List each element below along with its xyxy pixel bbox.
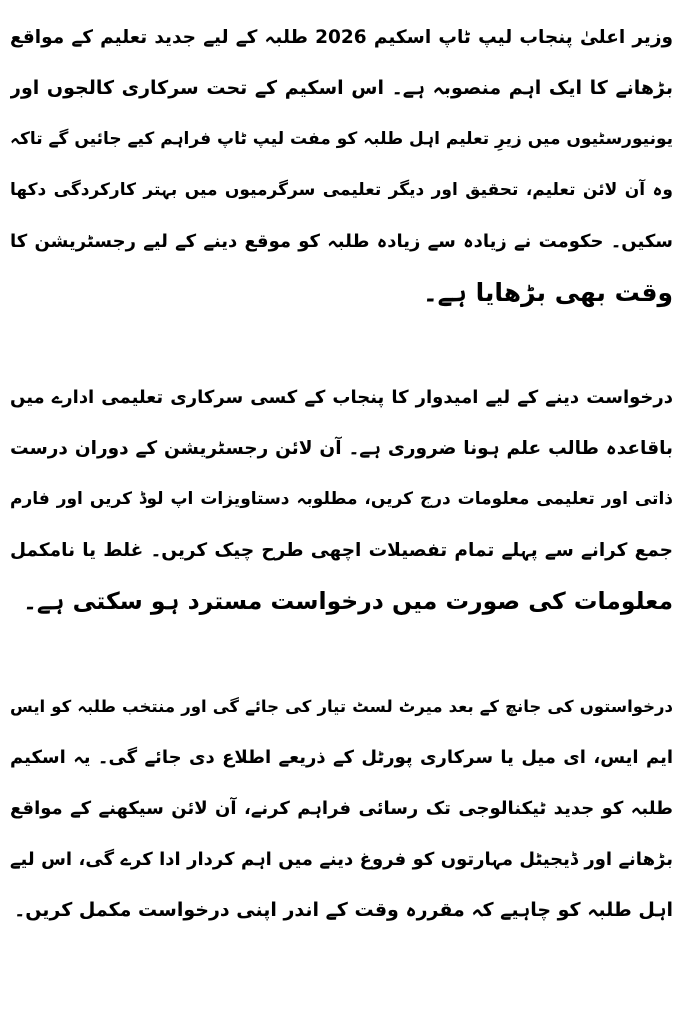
text-line: وہ آن لائن تعلیم، تحقیق اور دیگر تعلیمی سرگرمیوں میں بہتر کارکردگی دکھا <box>10 180 673 200</box>
text-line: یونیورسٹیوں میں زیرِ تعلیم اہل طلبہ کو مفت لیپ ٹاپ فراہم کیے جائیں گے تاکہ <box>10 129 673 149</box>
text-line: معلومات کی صورت میں درخواست مسترد ہو سکتی ہے۔ <box>23 587 673 615</box>
paragraph-spacer <box>10 318 673 372</box>
text-line: سکیں۔ حکومت نے زیادہ سے زیادہ طلبہ کو موقع دینے کے لیے رجسٹریشن کا <box>10 231 673 252</box>
paragraph-merit-list <box>10 681 673 936</box>
text-line: جمع کرانے سے پہلے تمام تفصیلات اچھی طرح چیک کریں۔ غلط یا نامکمل <box>10 540 673 561</box>
text-line: ذاتی اور تعلیمی معلومات درج کریں، مطلوبہ دستاویزات اپ لوڈ کریں اور فارم <box>10 489 673 509</box>
text-line: بڑھانے اور ڈیجیٹل مہارتوں کو فروغ دینے میں اہم کردار ادا کرے گی، اس لیے <box>10 849 673 870</box>
text-line: بڑھانے کا ایک اہم منصوبہ ہے۔ اس اسکیم کے تحت سرکاری کالجوں اور <box>10 77 673 99</box>
text-line: درخواستوں کی جانچ کے بعد میرٹ لسٹ تیار کی جائے گی اور منتخب طلبہ کو ایس <box>10 697 673 716</box>
paragraph-application-requirements <box>10 372 673 627</box>
text-line: درخواست دینے کے لیے امیدوار کا پنجاب کے کسی سرکاری تعلیمی ادارے میں <box>10 387 673 408</box>
paragraph-spacer <box>10 627 673 681</box>
text-line: وزیر اعلیٰ پنجاب لیپ ٹاپ اسکیم 2026 طلبہ کے لیے جدید تعلیم کے مواقع <box>10 27 673 48</box>
text-line: وقت بھی بڑھایا ہے۔ <box>422 278 673 307</box>
text-line: ایم ایس، ای میل یا سرکاری پورٹل کے ذریعے اطلاع دی جائے گی۔ یہ اسکیم <box>10 747 673 768</box>
text-line: اہل طلبہ کو چاہیے کہ مقررہ وقت کے اندر اپنی درخواست مکمل کریں۔ <box>14 899 673 921</box>
text-line: طلبہ کو جدید ٹیکنالوجی تک رسائی فراہم کرنے، آن لائن سیکھنے کے مواقع <box>10 798 673 819</box>
text-line: باقاعدہ طالب علم ہونا ضروری ہے۔ آن لائن رجسٹریشن کے دوران درست <box>10 438 673 459</box>
paragraph-scheme-intro <box>10 12 673 318</box>
